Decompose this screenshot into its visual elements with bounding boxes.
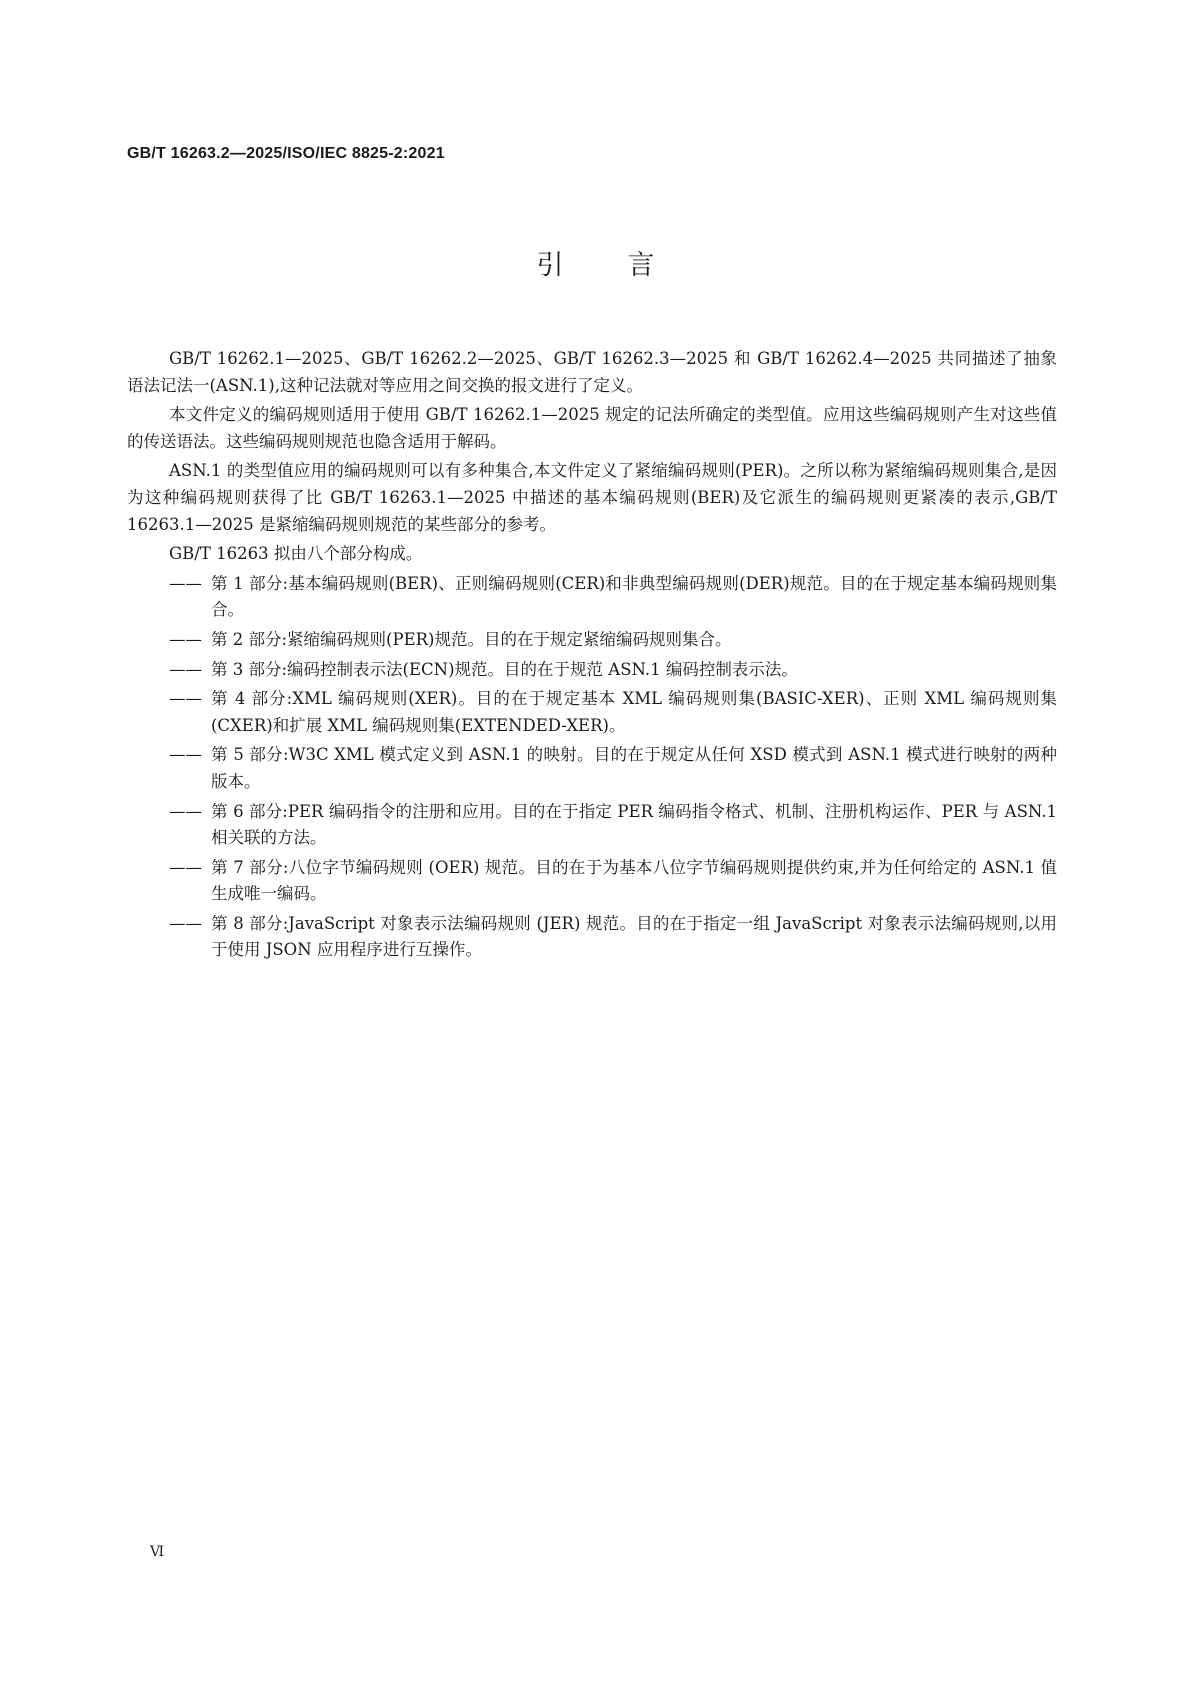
list-dash: —— — [169, 745, 202, 765]
list-item-part-4 — [127, 686, 1057, 739]
paragraph-1: GB/T 16262.1—2025、GB/T 16262.2—2025、GB/T 16262.3—2025 和 GB/T 16262.4—2025 共同描述了抽象语法记法一(ASN.1),这种记法就对等应用之间交换的报文进行了定义。 — [127, 349, 1057, 395]
list-dash: —— — [169, 659, 202, 679]
list-dash: —— — [169, 801, 202, 821]
list-item-part-2 — [127, 627, 1057, 654]
list-item-text: 第 6 部分:PER 编码指令的注册和应用。目的在于指定 PER 编码指令格式、机制、注册机构运作、PER 与 ASN.1 相关联的方法。 — [211, 801, 1057, 848]
page-number: Ⅵ — [150, 1544, 165, 1560]
section-title: 引言 — [536, 250, 719, 281]
list-dash: —— — [169, 573, 202, 593]
list-item-text: 第 7 部分:八位字节编码规则 (OER) 规范。目的在于为基本八位字节编码规则提供约束,并为任何给定的 ASN.1 值生成唯一编码。 — [211, 857, 1057, 904]
list-dash: —— — [169, 857, 202, 877]
list-item-text: 第 2 部分:紧缩编码规则(PER)规范。目的在于规定紧缩编码规则集合。 — [211, 629, 732, 649]
list-item-text: 第 3 部分:编码控制表示法(ECN)规范。目的在于规范 ASN.1 编码控制表示法。 — [211, 659, 798, 679]
list-item-text: 第 5 部分:W3C XML 模式定义到 ASN.1 的映射。目的在于规定从任何 XSD 模式到 ASN.1 模式进行映射的两种版本。 — [211, 745, 1057, 791]
paragraph-3: ASN.1 的类型值应用的编码规则可以有多种集合,本文件定义了紧缩编码规则(PER)。之所以称为紧缩编码规则集合,是因为这种编码规则获得了比 GB/T 16263.1—2025 中描述的基本编码规则(BER)及它派生的编码规则更紧凑的表示,GB/T 16263.1—2025 是紧缩编码规则规范的某些部分的参考。 — [127, 461, 1057, 534]
paragraph-4: GB/T 16263 拟由八个部分构成。 — [169, 544, 423, 564]
list-item-part-5 — [127, 742, 1057, 795]
list-item-part-6 — [127, 799, 1057, 852]
standard-number-header: GB/T 16263.2—2025/ISO/IEC 8825-2:2021 — [127, 145, 445, 162]
list-dash: —— — [169, 913, 202, 933]
list-item-text: 第 8 部分:JavaScript 对象表示法编码规则 (JER) 规范。目的在于指定一组 JavaScript 对象表示法编码规则,以用于使用 JSON 应用程序进行互操作。 — [211, 913, 1057, 960]
list-dash: —— — [169, 629, 202, 649]
list-item-part-8 — [127, 911, 1057, 964]
list-item-text: 第 4 部分:XML 编码规则(XER)。目的在于规定基本 XML 编码规则集(BASIC-XER)、正则 XML 编码规则集(CXER)和扩展 XML 编码规则集(EXTENDED-XER)。 — [211, 689, 1057, 735]
list-item-part-3 — [127, 657, 1057, 684]
list-item-text: 第 1 部分:基本编码规则(BER)、正则编码规则(CER)和非典型编码规则(DER)规范。目的在于规定基本编码规则集合。 — [211, 573, 1057, 620]
list-item-part-1 — [127, 571, 1057, 624]
list-dash: —— — [169, 689, 202, 709]
document-body — [127, 346, 1057, 967]
list-item-part-7 — [127, 855, 1057, 908]
paragraph-2: 本文件定义的编码规则适用于使用 GB/T 16262.1—2025 规定的记法所确定的类型值。应用这些编码规则产生对这些值的传送语法。这些编码规则规范也隐含适用于解码。 — [127, 405, 1057, 451]
